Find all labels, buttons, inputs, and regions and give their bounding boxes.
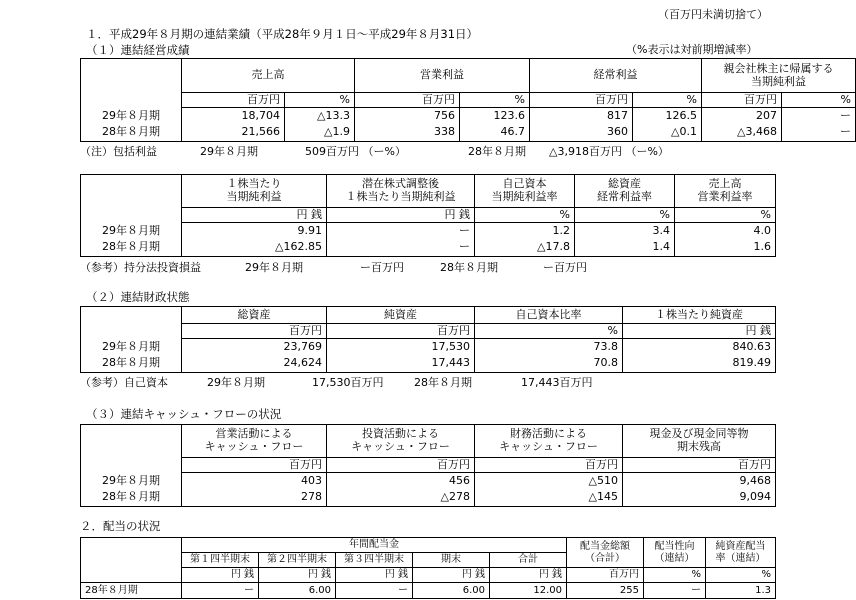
own-capital-period2: 28年８月期 bbox=[414, 376, 472, 389]
dividend-corner-blank bbox=[81, 553, 182, 568]
row-period: 28年８月期 bbox=[81, 583, 182, 599]
results-unit: 百万円 bbox=[355, 93, 460, 108]
pershare-header bbox=[182, 175, 327, 208]
header-line: 当期純利益率 bbox=[491, 190, 558, 203]
dividend-unit: 円 銭 bbox=[490, 568, 567, 583]
dividend-unit: % bbox=[644, 568, 706, 583]
footnote-period2: 28年８月期 bbox=[468, 145, 526, 158]
results-unit: % bbox=[285, 93, 355, 108]
results-unit: 百万円 bbox=[182, 93, 285, 108]
table-cell: 9,468 bbox=[623, 473, 776, 490]
table-cell: ー bbox=[182, 583, 259, 599]
financial-corner bbox=[81, 307, 182, 324]
table-cell: 21,566 bbox=[182, 125, 285, 142]
financial-header: 総資産 bbox=[182, 307, 327, 324]
equity-method-label: （参考）持分法投資損益 bbox=[80, 261, 201, 274]
table-cell: 18,704 bbox=[182, 108, 285, 125]
header-line: 売上高 bbox=[708, 177, 742, 191]
pershare-unit: % bbox=[475, 208, 575, 223]
footnote-label: （注）包括利益 bbox=[80, 145, 157, 158]
own-capital-label: （参考）自己資本 bbox=[80, 376, 168, 389]
results-header-operating: 営業利益 bbox=[355, 59, 530, 93]
row-period: 29年８月期 bbox=[81, 339, 182, 356]
header-line: 投資活動による bbox=[362, 427, 439, 441]
table-cell: 6.00 bbox=[259, 583, 336, 599]
dividend-subheader: 第１四半期末 bbox=[182, 553, 259, 568]
financial-unit: 円 銭 bbox=[623, 324, 776, 339]
unit-note: （百万円未満切捨て） bbox=[658, 8, 768, 21]
table-cell: 23,769 bbox=[182, 339, 327, 356]
results-title: （１）連結経営成績 bbox=[86, 43, 190, 57]
table-cell: 756 bbox=[355, 108, 460, 125]
header-line: キャッシュ・フロー bbox=[204, 440, 304, 453]
cashflow-unit-blank bbox=[81, 458, 182, 473]
header-line: 自己資本 bbox=[502, 177, 547, 191]
pershare-header bbox=[327, 175, 475, 208]
dividend-unit: 円 銭 bbox=[336, 568, 413, 583]
results-table bbox=[80, 58, 856, 142]
table-cell: 24,624 bbox=[182, 356, 327, 373]
row-period: 29年８月期 bbox=[81, 223, 182, 240]
header-line: 期末残高 bbox=[677, 440, 721, 453]
results-unit: 百万円 bbox=[530, 93, 633, 108]
table-row bbox=[81, 240, 776, 257]
header-line: 営業活動による bbox=[215, 427, 293, 441]
table-cell: △3,468 bbox=[702, 125, 782, 142]
table-row bbox=[81, 339, 776, 356]
table-cell: 819.49 bbox=[623, 356, 776, 373]
results-unit: % bbox=[782, 93, 856, 108]
table-cell: ー bbox=[327, 223, 475, 240]
dividend-title: ２．配当の状況 bbox=[80, 519, 161, 533]
table-cell: 817 bbox=[530, 108, 633, 125]
table-cell: △162.85 bbox=[182, 240, 327, 257]
results-header-ordinary: 経常利益 bbox=[530, 59, 702, 93]
dividend-ratio-header bbox=[706, 538, 776, 568]
cashflow-header bbox=[327, 425, 475, 458]
table-cell: 4.0 bbox=[675, 223, 776, 240]
header-line: キャッシュ・フロー bbox=[499, 440, 598, 453]
dividend-corner bbox=[81, 538, 182, 553]
table-cell: 1.2 bbox=[475, 223, 575, 240]
table-cell: △17.8 bbox=[475, 240, 575, 257]
financial-unit-blank bbox=[81, 324, 182, 339]
header-line: 経常利益率 bbox=[597, 190, 652, 203]
header-line: 営業利益率 bbox=[697, 190, 753, 203]
table-cell: ー bbox=[782, 125, 856, 142]
header-line: １株当たり bbox=[226, 177, 282, 191]
cashflow-corner bbox=[81, 425, 182, 458]
table-cell: 9.91 bbox=[182, 223, 327, 240]
footnote-value1: 509百万円 （ー%） bbox=[305, 145, 406, 158]
table-cell: 9,094 bbox=[623, 490, 776, 507]
results-header-netincome-line2: 当期純利益 bbox=[751, 74, 806, 88]
header-line: （合計） bbox=[585, 552, 626, 564]
financial-title: （２）連結財政状態 bbox=[86, 290, 190, 304]
dividend-total-header bbox=[567, 538, 644, 568]
header-line: １株当たり当期純利益 bbox=[345, 190, 456, 203]
dividend-table bbox=[80, 537, 776, 599]
pershare-unit: % bbox=[675, 208, 776, 223]
table-cell: 3.4 bbox=[575, 223, 675, 240]
header-line: 配当性向 bbox=[654, 541, 695, 552]
table-row bbox=[81, 356, 776, 373]
table-row bbox=[81, 583, 776, 599]
table-cell: △13.3 bbox=[285, 108, 355, 125]
table-cell: 255 bbox=[567, 583, 644, 599]
dividend-payout-header bbox=[644, 538, 706, 568]
pershare-unit: 円 銭 bbox=[327, 208, 475, 223]
table-cell: △510 bbox=[475, 473, 623, 490]
table-cell: 278 bbox=[182, 490, 327, 507]
table-cell: 403 bbox=[182, 473, 327, 490]
equity-method-period1: 29年８月期 bbox=[245, 261, 303, 274]
table-cell: △145 bbox=[475, 490, 623, 507]
table-row bbox=[81, 223, 776, 240]
dividend-unit: 円 銭 bbox=[413, 568, 490, 583]
header-line: 純資産配当 bbox=[715, 541, 766, 552]
table-cell: 17,443 bbox=[327, 356, 475, 373]
results-note: （%表示は対前期増減率） bbox=[626, 43, 758, 56]
cashflow-unit: 百万円 bbox=[327, 458, 475, 473]
financial-unit: % bbox=[475, 324, 623, 339]
header-line: 現金及び現金同等物 bbox=[649, 427, 749, 441]
cashflow-unit: 百万円 bbox=[475, 458, 623, 473]
dividend-annual-header: 年間配当金 bbox=[182, 538, 567, 553]
results-header-sales: 売上高 bbox=[182, 59, 355, 93]
results-corner bbox=[81, 59, 182, 93]
financial-header: 純資産 bbox=[327, 307, 475, 324]
own-capital-period1: 29年８月期 bbox=[207, 376, 265, 389]
dividend-unit: % bbox=[706, 568, 776, 583]
equity-method-value2: ー百万円 bbox=[543, 261, 587, 274]
header-line: （連結） bbox=[654, 552, 695, 564]
table-cell: 456 bbox=[327, 473, 475, 490]
table-cell: 360 bbox=[530, 125, 633, 142]
financial-header: １株当たり純資産 bbox=[623, 307, 776, 324]
header-line: 潜在株式調整後 bbox=[362, 177, 439, 191]
financial-header: 自己資本比率 bbox=[475, 307, 623, 324]
dividend-subheader: 合計 bbox=[490, 553, 567, 568]
table-cell: 1.3 bbox=[706, 583, 776, 599]
table-cell: △0.1 bbox=[633, 125, 702, 142]
dividend-subheader: 第２四半期末 bbox=[259, 553, 336, 568]
table-cell: △1.9 bbox=[285, 125, 355, 142]
table-cell: 1.6 bbox=[675, 240, 776, 257]
equity-method-period2: 28年８月期 bbox=[440, 261, 498, 274]
table-cell: ー bbox=[336, 583, 413, 599]
results-unit-blank bbox=[81, 93, 182, 108]
financial-unit: 百万円 bbox=[327, 324, 475, 339]
cashflow-header bbox=[182, 425, 327, 458]
cashflow-unit: 百万円 bbox=[623, 458, 776, 473]
pershare-header bbox=[575, 175, 675, 208]
table-cell: 1.4 bbox=[575, 240, 675, 257]
dividend-subheader: 第３四半期末 bbox=[336, 553, 413, 568]
results-unit: % bbox=[460, 93, 530, 108]
dividend-unit: 円 銭 bbox=[259, 568, 336, 583]
results-unit: % bbox=[633, 93, 702, 108]
results-header-netincome-line1: 親会社株主に帰属する bbox=[723, 61, 834, 75]
row-period: 29年８月期 bbox=[81, 473, 182, 490]
dividend-unit: 百万円 bbox=[567, 568, 644, 583]
table-cell: 123.6 bbox=[460, 108, 530, 125]
table-cell: 207 bbox=[702, 108, 782, 125]
cashflow-header bbox=[475, 425, 623, 458]
financial-table bbox=[80, 306, 776, 373]
dividend-unit: 円 銭 bbox=[182, 568, 259, 583]
cashflow-header bbox=[623, 425, 776, 458]
pershare-header bbox=[675, 175, 776, 208]
header-line: 総資産 bbox=[608, 177, 641, 191]
row-period: 28年８月期 bbox=[81, 240, 182, 257]
row-period: 28年８月期 bbox=[81, 356, 182, 373]
header-line: キャッシュ・フロー bbox=[351, 440, 450, 453]
table-row bbox=[81, 490, 776, 507]
row-period: 28年８月期 bbox=[81, 125, 182, 142]
table-cell: 12.00 bbox=[490, 583, 567, 599]
table-cell: 73.8 bbox=[475, 339, 623, 356]
cashflow-unit: 百万円 bbox=[182, 458, 327, 473]
pershare-table bbox=[80, 174, 776, 257]
table-row bbox=[81, 125, 856, 142]
cashflow-table bbox=[80, 424, 776, 507]
section1-title: １．平成29年８月期の連結業績（平成28年９月１日～平成29年８月31日） bbox=[86, 27, 479, 41]
pershare-header bbox=[475, 175, 575, 208]
table-cell: 126.5 bbox=[633, 108, 702, 125]
financial-unit: 百万円 bbox=[182, 324, 327, 339]
results-header-netincome bbox=[702, 59, 856, 93]
table-row bbox=[81, 473, 776, 490]
dividend-subheader: 期末 bbox=[413, 553, 490, 568]
header-line: 当期純利益 bbox=[226, 190, 282, 203]
header-line: 率（連結） bbox=[715, 552, 766, 564]
pershare-unit-blank bbox=[81, 208, 182, 223]
equity-method-value1: ー百万円 bbox=[360, 261, 404, 274]
pershare-corner bbox=[81, 175, 182, 208]
table-row bbox=[81, 108, 856, 125]
dividend-unit-blank bbox=[81, 568, 182, 583]
row-period: 29年８月期 bbox=[81, 108, 182, 125]
table-cell: 840.63 bbox=[623, 339, 776, 356]
pershare-unit: 円 銭 bbox=[182, 208, 327, 223]
table-cell: 6.00 bbox=[413, 583, 490, 599]
table-cell: 46.7 bbox=[460, 125, 530, 142]
table-cell: △278 bbox=[327, 490, 475, 507]
table-cell: ー bbox=[644, 583, 706, 599]
table-cell: 338 bbox=[355, 125, 460, 142]
footnote-period1: 29年８月期 bbox=[200, 145, 258, 158]
header-line: 財務活動による bbox=[510, 427, 587, 441]
results-unit: 百万円 bbox=[702, 93, 782, 108]
table-cell: 17,530 bbox=[327, 339, 475, 356]
cashflow-title: （３）連結キャッシュ・フローの状況 bbox=[86, 407, 282, 421]
table-cell: 70.8 bbox=[475, 356, 623, 373]
header-line: 配当金総額 bbox=[580, 541, 631, 552]
row-period: 28年８月期 bbox=[81, 490, 182, 507]
table-cell: ー bbox=[327, 240, 475, 257]
table-cell: ー bbox=[782, 108, 856, 125]
own-capital-value1: 17,530百万円 bbox=[312, 376, 384, 389]
own-capital-value2: 17,443百万円 bbox=[521, 376, 593, 389]
footnote-value2: △3,918百万円 （ー%） bbox=[549, 145, 669, 158]
pershare-unit: % bbox=[575, 208, 675, 223]
